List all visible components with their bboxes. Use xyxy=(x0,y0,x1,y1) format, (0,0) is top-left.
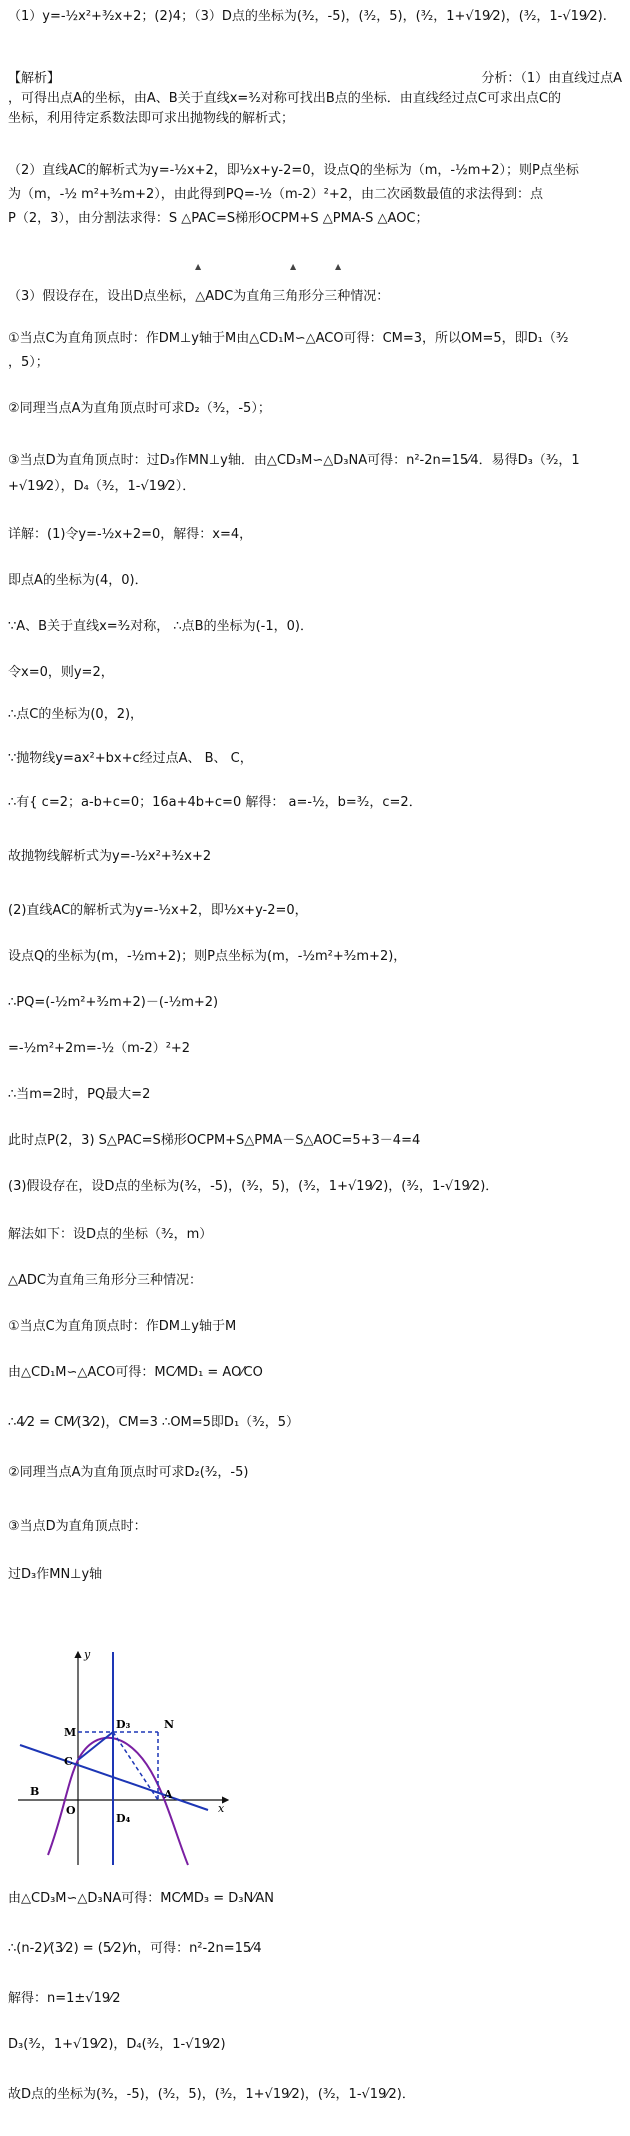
label-d4: D₄ xyxy=(116,1812,131,1825)
triangle-glyph-3: ▲ xyxy=(335,262,342,271)
label-y: y xyxy=(84,1648,91,1661)
analysis-part3-line: （3）假设存在，设出D点坐标，△ADC为直角三角形分三种情况： xyxy=(8,289,390,304)
detail-line-8: 故抛物线解析式为y=-½x²+³⁄₂x+2 xyxy=(8,849,212,864)
detail-part2-line-4: =-½m²+2m=-½（m-2）²+2 xyxy=(8,1041,191,1056)
detail-part3-line-1: (3)假设存在，设D点的坐标为(³⁄₂，-5)，(³⁄₂，5)，(³⁄₂，1+√19⁄2)，(³⁄₂，1-√19⁄2)． xyxy=(8,1179,499,1194)
detail-line-2: 即点A的坐标为(4，0)． xyxy=(8,573,148,588)
detail-line-5: ∴点C的坐标为(0，2)， xyxy=(8,707,144,722)
detail-part3-line-4: ①当点C为直角顶点时：作DM⊥y轴于M xyxy=(8,1319,237,1334)
triangle-glyph-1: ▲ xyxy=(195,262,202,271)
triangle-marks xyxy=(0,262,630,274)
analysis-part2-line-3: P（2，3），由分割法求得：S △PAC=S梯形OCPM+S △PMA-S △AOC； xyxy=(8,211,429,226)
case3-line-1: ③当点D为直角顶点时：过D₃作MN⊥y轴．由△CD₃M∽△D₃NA可得：n²-2n=15⁄4．易得D₃（³⁄₂，1 xyxy=(8,453,580,468)
detail-line-7: ∴有{ c=2；a-b+c=0；16a+4b+c=0 解得： a=-½，b=³⁄₂，c=2． xyxy=(8,795,422,810)
case1-line-1: ①当点C为直角顶点时：作DM⊥y轴于M由△CD₁M∽△ACO可得：CM=3，所以OM=5，即D₁（³⁄₂ xyxy=(8,331,569,346)
label-m: M xyxy=(64,1726,77,1739)
detail-part2-line-5: ∴当m=2时，PQ最大=2 xyxy=(8,1087,151,1102)
detail-part3-line-6: ∴4⁄2 = CM⁄(3⁄2)，CM=3 ∴OM=5即D₁（³⁄₂，5） xyxy=(8,1415,300,1430)
label-d3: D₃ xyxy=(116,1718,131,1731)
analysis-intro: 分析：（1）由直线过点A xyxy=(481,71,622,86)
label-b: B xyxy=(30,1785,40,1798)
detail-line-6: ∵抛物线y=ax²+bx+c经过点A、 B、 C， xyxy=(8,751,253,766)
analysis-heading: 【解析】 xyxy=(8,71,61,86)
label-n: N xyxy=(164,1718,175,1731)
analysis-part2-line-1: （2）直线AC的解析式为y=-½x+2，即½x+y-2=0，设点Q的坐标为（m，-½m+2）；则P点坐标 xyxy=(8,163,579,178)
detail-part3-line-3: △ADC为直角三角形分三种情况： xyxy=(8,1273,202,1288)
detail-line-1: 详解：(1)令y=-½x+2=0，解得：x=4， xyxy=(8,527,253,542)
geometry-figure xyxy=(8,1640,238,1870)
analysis-line-1: ，可得出点A的坐标，由A、B关于直线x=³⁄₂对称可找出B点的坐标．由直线经过点C可求出点C的 xyxy=(8,91,561,106)
detail-part3-line-8: ③当点D为直角顶点时： xyxy=(8,1519,147,1534)
label-x: x xyxy=(218,1802,225,1815)
detail-part2-line-1: (2)直线AC的解析式为y=-½x+2，即½x+y-2=0， xyxy=(8,903,308,918)
detail-line-4: 令x=0，则y=2， xyxy=(8,665,114,680)
detail-part3-line-11: ∴(n-2)⁄(3⁄2) = (5⁄2)⁄n，可得：n²-2n=15⁄4 xyxy=(8,1941,262,1956)
detail-part3-line-10: 由△CD₃M∽△D₃NA可得：MC⁄MD₃ = D₃N⁄AN xyxy=(8,1891,275,1906)
detail-part2-line-2: 设点Q的坐标为(m，-½m+2)；则P点坐标为(m，-½m²+³⁄₂m+2)， xyxy=(8,949,407,964)
detail-part3-line-2: 解法如下：设D点的坐标（³⁄₂，m） xyxy=(8,1227,213,1242)
final-answer-line: 故D点的坐标为(³⁄₂，-5)，(³⁄₂，5)，(³⁄₂，1+√19⁄2)，(³⁄₂，1-√19⁄2)． xyxy=(8,2087,415,2102)
label-o: O xyxy=(66,1804,76,1817)
line-cd3 xyxy=(78,1732,113,1760)
answer-line: （1）y=-½x²+³⁄₂x+2；(2)4；（3）D点的坐标为(³⁄₂，-5)，(³⁄₂，5)，(³⁄₂，1+√19⁄2)，(³⁄₂，1-√19⁄2). xyxy=(8,9,607,24)
detail-part3-line-13: D₃(³⁄₂，1+√19⁄2)，D₄(³⁄₂，1-√19⁄2) xyxy=(8,2037,226,2052)
analysis-part2-line-2: 为（m，-½ m²+³⁄₂m+2），由此得到PQ=-½（m-2）²+2，由二次函数最值的求法得到：点 xyxy=(8,187,544,202)
detail-part3-line-5: 由△CD₁M∽△ACO可得：MC⁄MD₁ = AO⁄CO xyxy=(8,1365,263,1380)
detail-line-3: ∵A、B关于直线x=³⁄₂对称， ∴点B的坐标为(-1，0)． xyxy=(8,619,313,634)
detail-part3-line-12: 解得：n=1±√19⁄2 xyxy=(8,1991,121,2006)
case2-line: ②同理当点A为直角顶点时可求D₂（³⁄₂，-5）； xyxy=(8,401,271,416)
analysis-line-2: 坐标，利用待定系数法即可求出抛物线的解析式； xyxy=(8,111,295,126)
triangle-glyph-2: ▲ xyxy=(290,262,297,271)
label-a: A xyxy=(164,1788,173,1801)
case1-line-2: ，5）； xyxy=(8,355,49,370)
detail-part3-line-7: ②同理当点A为直角顶点时可求D₂(³⁄₂，-5) xyxy=(8,1465,249,1480)
label-c: C xyxy=(64,1755,73,1768)
detail-part2-line-6: 此时点P(2，3) S△PAC=S梯形OCPM+S△PMA－S△AOC=5+3－4=4 xyxy=(8,1133,421,1148)
detail-part3-line-9: 过D₃作MN⊥y轴 xyxy=(8,1567,103,1582)
case3-line-2: +√19⁄2），D₄（³⁄₂，1-√19⁄2）． xyxy=(8,479,196,494)
detail-part2-line-3: ∴PQ=(-½m²+³⁄₂m+2)－(-½m+2) xyxy=(8,995,219,1010)
